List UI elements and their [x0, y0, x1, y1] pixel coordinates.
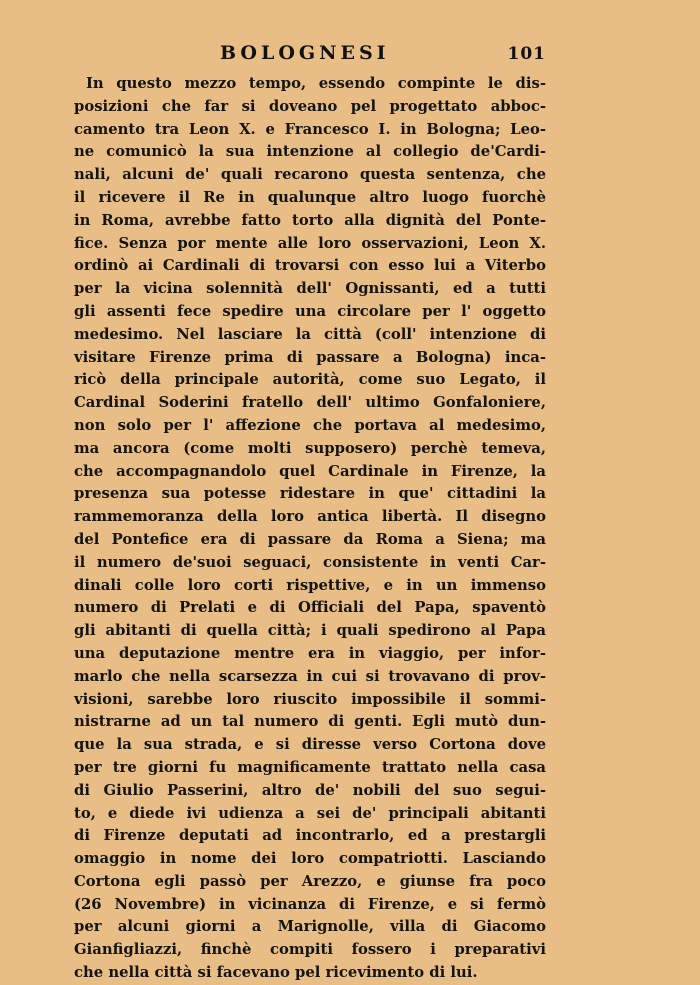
text-line: to, e diede ivi udienza a sei de' principali abitanti	[74, 804, 546, 822]
text-line: che accompagnandolo quel Cardinale in Firenze, la	[74, 462, 546, 480]
text-line: nali, alcuni de' quali recarono questa sentenza, che	[74, 166, 546, 184]
text-line: posizioni che far si doveano pel progettato abboc-	[74, 97, 546, 115]
text-line: camento tra Leon X. e Francesco I. in Bologna; Leo-	[74, 120, 546, 138]
text-line: per la vicina solennità dell' Ognissanti, ed a tutti	[74, 280, 546, 298]
text-line: numero di Prelati e di Officiali del Papa, spaventò	[74, 599, 546, 617]
text-line: Gianfigliazzi, finchè compiti fossero i preparativi	[74, 941, 546, 959]
text-line: per tre giorni fu magnificamente trattato nella casa	[74, 758, 546, 776]
text-line: per alcuni giorni a Marignolle, villa di Giacomo	[74, 918, 546, 936]
text-line: una deputazione mentre era in viaggio, per infor-	[74, 644, 546, 662]
text-line: nistrarne ad un tal numero di genti. Egli mutò dun-	[74, 713, 546, 731]
text-line: fice. Senza por mente alle loro osservazioni, Leon X.	[74, 234, 546, 252]
text-line: In questo mezzo tempo, essendo compinte le dis-	[86, 75, 546, 92]
text-line: di Giulio Passerini, altro de' nobili del suo segui-	[74, 781, 546, 799]
text-line: medesimo. Nel lasciare la città (coll' intenzione di	[74, 325, 546, 343]
page-header	[74, 42, 546, 72]
text-line: il numero de'suoi seguaci, consistente in venti Car-	[74, 553, 546, 571]
text-line: di Firenze deputati ad incontrarlo, ed a prestargli	[74, 827, 546, 845]
text-line: visioni, sarebbe loro riuscito impossibile il sommi-	[74, 690, 546, 708]
text-line: ne comunicò la sua intenzione al collegio de'Cardi-	[74, 143, 546, 161]
text-line: marlo che nella scarsezza in cui si trovavano di prov-	[74, 667, 546, 685]
page-number: 101	[507, 44, 546, 64]
text-line: Cortona egli passò per Arezzo, e giunse fra poco	[74, 872, 546, 890]
body-text	[74, 73, 546, 985]
text-line: ma ancora (come molti supposero) perchè temeva,	[74, 439, 546, 457]
text-line: non solo per l' affezione che portava al medesimo,	[74, 416, 546, 434]
text-line: Cardinal Soderini fratello dell' ultimo Gonfaloniere,	[74, 394, 546, 412]
text-line: presenza sua potesse ridestare in que' cittadini la	[74, 485, 546, 503]
text-line: che nella città si facevano pel ricevimento di lui.	[74, 964, 478, 982]
text-line: ricò della principale autorità, come suo Legato, il	[74, 371, 546, 389]
text-line: rammemoranza della loro antica libertà. Il disegno	[74, 508, 546, 526]
text-line: visitare Firenze prima di passare a Bologna) inca-	[74, 348, 546, 366]
text-line: il ricevere il Re in qualunque altro luogo fuorchè	[74, 188, 546, 206]
text-line: del Pontefice era di passare da Roma a Siena; ma	[74, 530, 546, 548]
text-line: in Roma, avrebbe fatto torto alla dignità del Ponte-	[74, 211, 546, 229]
text-line: dinali colle loro corti rispettive, e in un immenso	[74, 576, 546, 594]
running-title: BOLOGNESI	[220, 42, 390, 64]
text-line: gli abitanti di quella città; i quali spedirono al Papa	[74, 622, 546, 640]
text-line: omaggio in nome dei loro compatriotti. Lasciando	[74, 850, 546, 868]
text-line: que la sua strada, e si diresse verso Cortona dove	[74, 736, 546, 754]
text-line: (26 Novembre) in vicinanza di Firenze, e si fermò	[74, 895, 546, 913]
text-line: gli assenti fece spedire una circolare per l' oggetto	[74, 302, 546, 320]
text-line: ordinò ai Cardinali di trovarsi con esso lui a Viterbo	[74, 257, 546, 275]
